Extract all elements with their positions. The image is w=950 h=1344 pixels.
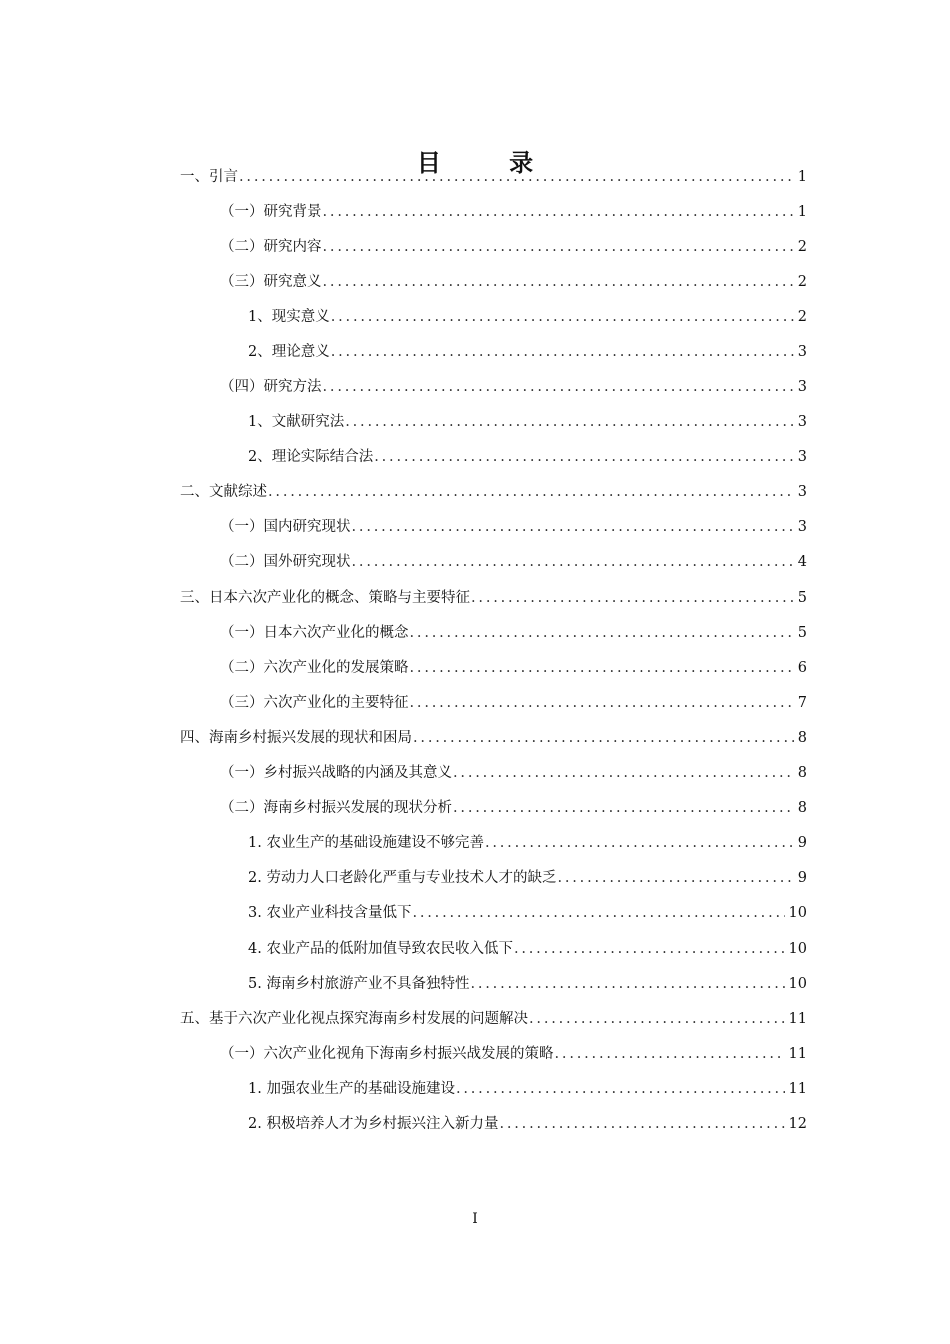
- toc-entry-page: 5: [797, 590, 807, 606]
- toc-entry-label: （一）国内研究现状: [220, 519, 351, 535]
- toc-entry-label: （一）研究背景: [220, 204, 322, 220]
- toc-entry-page: 2: [797, 309, 807, 325]
- toc-entry-label: 2. 劳动力人口老龄化严重与专业技术人才的缺乏: [248, 870, 557, 886]
- toc-entry-page: 7: [797, 695, 807, 711]
- toc-entry-page: 9: [797, 870, 807, 886]
- toc-entry-page: 4: [797, 554, 807, 570]
- toc-entry[interactable]: [220, 236, 807, 258]
- toc-entry[interactable]: [248, 306, 807, 328]
- toc-entry-page: 3: [797, 484, 807, 500]
- toc-entry-label: 1、现实意义: [248, 309, 330, 325]
- toc-entry[interactable]: [220, 271, 807, 293]
- toc-entry-label: （二）六次产业化的发展策略: [220, 660, 409, 676]
- toc-entry-page: 2: [797, 239, 807, 255]
- toc-entry-page: 3: [797, 344, 807, 360]
- toc-entry-page: 12: [788, 1116, 807, 1132]
- toc-entry-label: 3. 农业产业科技含量低下: [248, 905, 412, 921]
- toc-entry[interactable]: [248, 867, 807, 889]
- toc-entry-label: 三、日本六次产业化的概念、策略与主要特征: [180, 590, 470, 606]
- toc-entry[interactable]: [248, 938, 807, 960]
- toc-entry-page: 3: [797, 519, 807, 535]
- toc-entry[interactable]: [220, 516, 807, 538]
- toc-entry-label: 1. 加强农业生产的基础设施建设: [248, 1081, 455, 1097]
- toc-entry[interactable]: [220, 692, 807, 714]
- toc-entry-page: 5: [797, 625, 807, 641]
- toc-entry[interactable]: [180, 727, 807, 749]
- toc-entry-page: 2: [797, 274, 807, 290]
- toc-entry-page: 3: [797, 379, 807, 395]
- toc-entry[interactable]: [248, 1113, 807, 1135]
- toc-entry-label: 2. 积极培养人才为乡村振兴注入新力量: [248, 1116, 499, 1132]
- toc-entry[interactable]: [220, 551, 807, 573]
- toc-entry-label: （一）乡村振兴战略的内涵及其意义: [220, 765, 452, 781]
- toc-entry[interactable]: [248, 341, 807, 363]
- toc-entry[interactable]: [248, 1078, 807, 1100]
- toc-entry[interactable]: [220, 762, 807, 784]
- toc-entry-page: 8: [797, 765, 807, 781]
- toc-entry-page: 9: [797, 835, 807, 851]
- toc-entry-page: 10: [788, 905, 807, 921]
- toc-entry[interactable]: [248, 411, 807, 433]
- toc-entry[interactable]: [220, 797, 807, 819]
- toc-entry-page: 11: [788, 1081, 807, 1097]
- toc-entry-label: 二、文献综述: [180, 484, 267, 500]
- toc-entry-page: 8: [797, 800, 807, 816]
- toc-entry[interactable]: [180, 1008, 807, 1030]
- toc-entry-label: （二）国外研究现状: [220, 554, 351, 570]
- toc-entry-label: （二）研究内容: [220, 239, 322, 255]
- toc-entry[interactable]: [220, 622, 807, 644]
- toc-entry-page: 3: [797, 414, 807, 430]
- toc-entry-label: （三）研究意义: [220, 274, 322, 290]
- toc-entry-page: 11: [788, 1046, 807, 1062]
- toc-entry-page: 8: [797, 730, 807, 746]
- toc-entry-page: 1: [797, 204, 807, 220]
- toc-entry-label: 4. 农业产品的低附加值导致农民收入低下: [248, 941, 513, 957]
- toc-entry[interactable]: [220, 657, 807, 679]
- toc-entry-label: （一）日本六次产业化的概念: [220, 625, 409, 641]
- toc-entry-page: 6: [797, 660, 807, 676]
- toc-entry[interactable]: [220, 1043, 807, 1065]
- toc-entry[interactable]: [180, 587, 807, 609]
- toc-entry-label: （二）海南乡村振兴发展的现状分析: [220, 800, 452, 816]
- toc-entry-label: 四、海南乡村振兴发展的现状和困局: [180, 730, 412, 746]
- toc-entry-page: 1: [797, 169, 807, 185]
- toc-entry[interactable]: [220, 376, 807, 398]
- toc-entry[interactable]: [248, 902, 807, 924]
- toc-entry[interactable]: [220, 201, 807, 223]
- toc-entry-label: 5. 海南乡村旅游产业不具备独特性: [248, 976, 470, 992]
- toc-entry-label: 1、文献研究法: [248, 414, 345, 430]
- toc-entry-label: 2、理论实际结合法: [248, 449, 374, 465]
- toc-entry[interactable]: [248, 832, 807, 854]
- toc-entry[interactable]: [248, 446, 807, 468]
- toc-entry-page: 3: [797, 449, 807, 465]
- toc-entry-label: 一、引言: [180, 169, 238, 185]
- toc-entry-page: 11: [788, 1011, 807, 1027]
- page-title: 目 录: [416, 148, 564, 177]
- toc-entry-label: 1. 农业生产的基础设施建设不够完善: [248, 835, 484, 851]
- toc-entry-label: （一）六次产业化视角下海南乡村振兴战发展的策略: [220, 1046, 554, 1062]
- toc-entry[interactable]: [180, 166, 807, 188]
- toc-entry-page: 10: [788, 976, 807, 992]
- toc-entry-label: （三）六次产业化的主要特征: [220, 695, 409, 711]
- toc-entry-label: （四）研究方法: [220, 379, 322, 395]
- page-number: I: [472, 1211, 478, 1227]
- toc-entry[interactable]: [180, 481, 807, 503]
- toc-entry-page: 10: [788, 941, 807, 957]
- toc-entry[interactable]: [248, 973, 807, 995]
- toc-entry-label: 五、基于六次产业化视点探究海南乡村发展的问题解决: [180, 1011, 528, 1027]
- toc-entry-label: 2、理论意义: [248, 344, 330, 360]
